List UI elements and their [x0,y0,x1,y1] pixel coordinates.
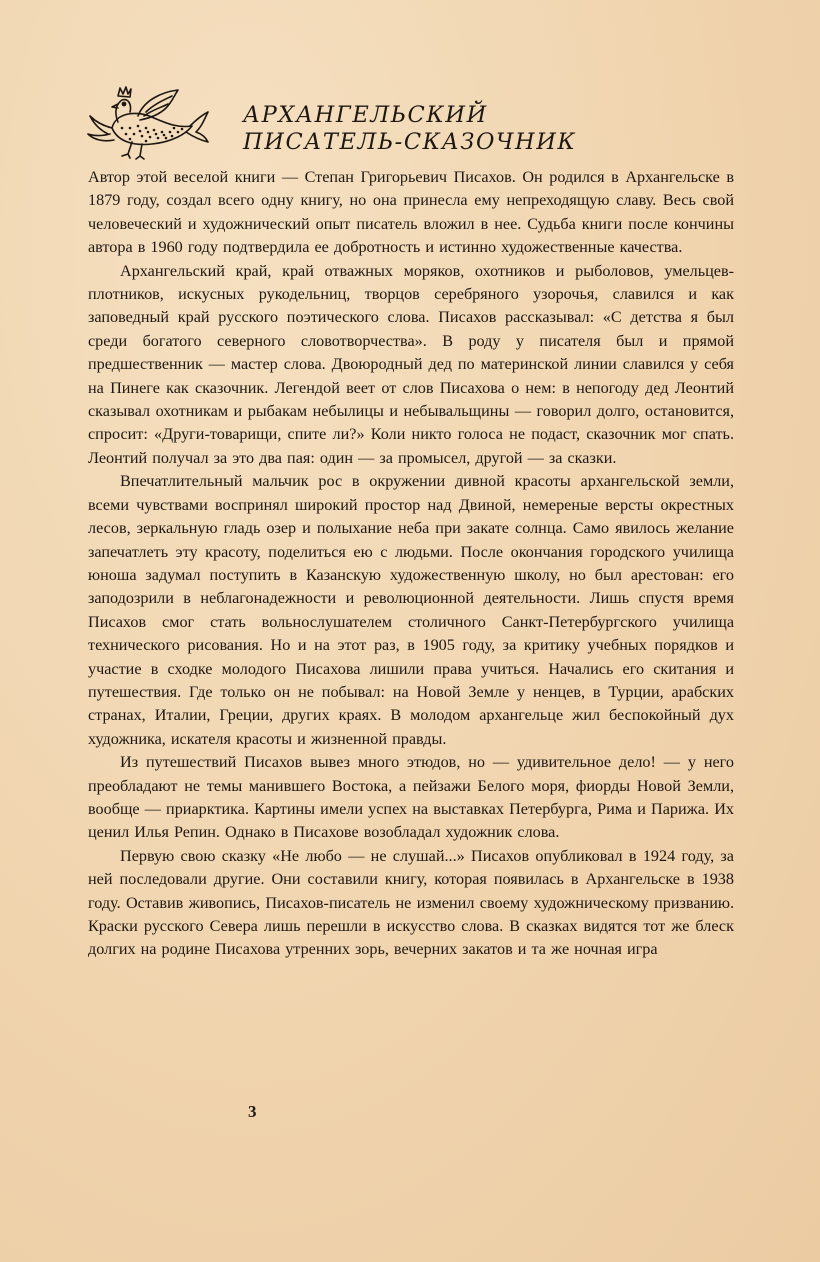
chapter-title-line-2: ПИСАТЕЛЬ-СКАЗОЧНИК [243,129,577,155]
chapter-title [243,102,576,156]
paragraph: Из путешествий Писахов вывез много этюдов, но — удивительное дело! — у него преобладают не темы манившего Востока, а пейзажи Белого моря, фиорды Новой Земли, вообще — приарктика. Картины имели успех на выставках Петербурга, Рима и Парижа. Их ценил Илья Репин. Однако в Писахове возобладал художник слова. [88,753,734,842]
paragraph: Архангельский край, край отважных моряков, охотников и рыболовов, умельцев-плотников, искусных рукодельниц, творцов серебряного узорочья, славился и как заповедный край русского поэтического слова. Писахов рассказывал: «С детства я был среди богатого северного словотворчества». В роду у писателя был и прямой предшественник — мастер слова. Двоюродный дед по материнской линии славился у себя на Пинеге как сказочник. Легендой веет от слов Писахова о нем: в непогоду дед Леонтий сказывал охотникам и рыбакам небылицы и небывальщины — говорил долго, остановится, спросит: «Други-товарищи, спите ли?» Коли никто голоса не подаст, сказочник мог спать. Леонтий получал за это два пая: один — за промысел, другой — за сказки. [88,261,734,467]
folk-bird-ornament-icon [82,82,210,162]
body-text [88,166,734,962]
paragraph: Автор этой веселой книги — Степан Григорьевич Писахов. Он родился в Архангельске в 1879 году, создал всего одну книгу, но она принесла ему непреходящую славу. Весь свой человеческий и художнический опыт писатель вложил в нее. Судьба книги после кончины автора в 1960 году подтвердила ее добротность и истинно художественные качества. [88,168,734,257]
page-number: 3 [248,1102,257,1121]
paragraph: Впечатлительный мальчик рос в окружении дивной красоты архангельской земли, всеми чувствами воспринял широкий простор над Двиной, немереные версты окрестных лесов, зеркальную гладь озер и полыхание неба при закате солнца. Само явилось желание запечатлеть эту красоту, поделиться ею с людьми. После окончания городского училища юноша задумал поступить в Казанскую художественную школу, но был арестован: его заподозрили в неблагонадежности и революционной деятельности. Лишь спустя время Писахов смог стать вольнослушателем столичного Санкт-Петербургского училища технического рисования. Но и на этот раз, в 1905 году, за критику учебных порядков и участие в сходке молодого Писахова лишили права учиться. Начались его скитания и путешествия. Где только он не побывал: на Новой Земле у ненцев, в Турции, арабских странах, Италии, Греции, других краях. В молодом архангельце жил беспокойный дух художника, искателя красоты и жизненной правды. [88,472,734,748]
paragraph: Первую свою сказку «Не любо — не слушай...» Писахов опубликовал в 1924 году, за ней последовали другие. Они составили книгу, которая появилась в Архангельске в 1938 году. Оставив живопись, Писахов-писатель не изменил своему художническому призванию. Краски русского Севера лишь перешли в искусство слова. В сказках видятся тот же блеск долгих на родине Писахова утренних зорь, вечерних закатов и та же ночная игра [88,846,734,959]
chapter-title-line-1: АРХАНГЕЛЬСКИЙ [243,102,488,128]
